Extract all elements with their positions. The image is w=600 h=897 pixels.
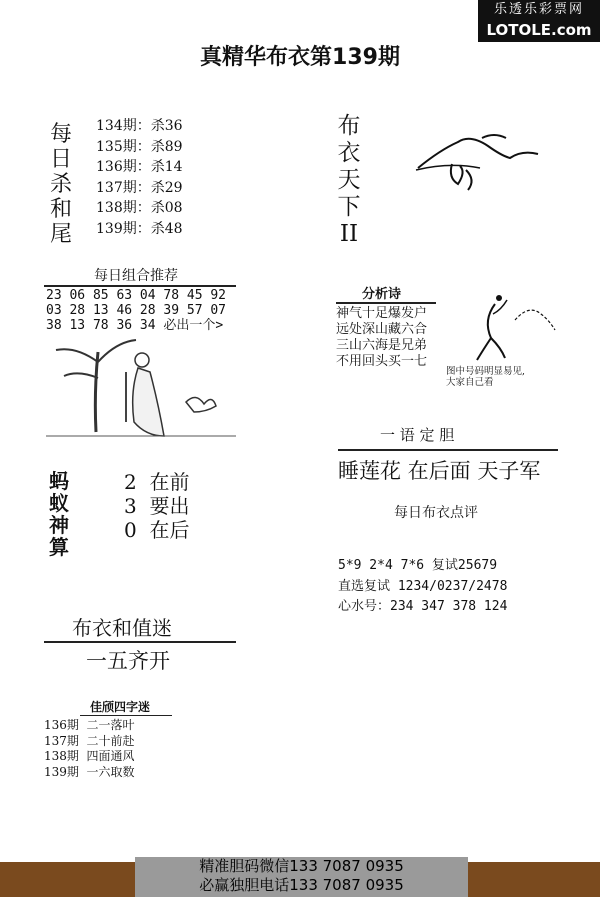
daily-kill-heading-char: 尾: [49, 222, 72, 247]
combo-row: 03 28 13 46 28 39 57 07: [46, 303, 227, 318]
poem-divider: [336, 302, 436, 304]
hezhi-heading: 布衣和值迷: [72, 616, 172, 640]
mayi-text: 在后: [149, 518, 190, 542]
combo-heading: 每日组合推荐: [94, 268, 178, 284]
mayi-text: 在前: [149, 470, 190, 494]
watermark-line2: LOTOLE.com: [486, 21, 592, 39]
buyi-heading-char: II: [339, 221, 359, 247]
mayi-heading-char: 算: [49, 535, 69, 559]
mountain-sketch-image: [410, 128, 545, 196]
daily-kill-list: [96, 116, 183, 239]
mayi-text: 要出: [149, 494, 190, 518]
combo-row: 23 06 85 63 04 78 45 92: [46, 288, 227, 303]
mayi-rows: [124, 470, 189, 542]
poem-line: 不用回头买一七: [336, 354, 428, 369]
mayi-num: 0: [124, 518, 137, 542]
poem-note: [446, 366, 525, 388]
dianping-heading: 每日布衣点评: [394, 505, 478, 521]
daily-kill-row: 135期：杀89: [96, 138, 183, 155]
dianping-line: 心水号：234 347 378 124: [338, 599, 508, 614]
buyi-heading-char: 天: [337, 167, 361, 193]
yiyu-divider: [338, 449, 558, 451]
figure-sketch-image: [455, 290, 560, 362]
yiyu-text: 睡莲花 在后面 天子军: [338, 459, 541, 483]
daily-kill-row: 136期：杀14: [96, 159, 183, 175]
sizi-row: 139期 一六取数: [44, 764, 135, 779]
page-title: 真精华布衣第139期: [200, 45, 400, 70]
poem-line: 三山六海是兄弟: [336, 338, 428, 353]
daily-kill-heading-char: 和: [49, 197, 72, 222]
dianping-line: 5*9 2*4 7*6 复试25679: [338, 558, 498, 573]
combo-row: 38 13 78 36 34 必出一个>: [46, 318, 224, 333]
dianping-line: 直选复试 1234/0237/2478: [338, 578, 508, 594]
hezhi-divider: [44, 641, 236, 643]
daily-kill-heading-char: 日: [49, 147, 72, 172]
buyi-heading-char: 下: [337, 194, 361, 220]
mayi-row: [124, 470, 189, 494]
combo-numbers: [46, 288, 226, 333]
watermark: [478, 0, 600, 42]
poem-note-line: 图中号码明显易见,: [446, 366, 526, 377]
mayi-num: 2: [124, 470, 137, 494]
daily-kill-row: 138期：杀08: [96, 200, 183, 216]
mayi-heading: [46, 470, 72, 558]
combo-divider: [44, 285, 236, 287]
hezhi-answer: 一五齐开: [86, 649, 170, 673]
daily-kill-heading: [48, 122, 74, 247]
daily-kill-row: 137期：杀29: [96, 179, 183, 196]
mayi-heading-char: 蚂: [49, 469, 69, 493]
buyi-heading: [336, 113, 362, 248]
footer-contact-box: [135, 857, 468, 897]
poem-line: 神气十足爆发户: [336, 306, 428, 321]
daily-kill-row: 134期：杀36: [96, 118, 183, 134]
footer-line1: 精准胆码微信133 7087 0935: [199, 857, 404, 875]
poem-note-line: 大家自己看: [446, 377, 494, 388]
daily-kill-heading-char: 杀: [49, 172, 72, 197]
mayi-heading-char: 蚁: [49, 491, 69, 515]
buyi-heading-char: 衣: [337, 140, 361, 166]
poem-line: 远处深山藏六合: [336, 322, 428, 337]
sizi-rows: [44, 718, 135, 780]
mayi-row: [124, 494, 189, 518]
daily-kill-heading-char: 每: [49, 122, 72, 147]
mayi-heading-char: 神: [49, 513, 69, 537]
footer-line2: 必赢独胆电话133 7087 0935: [199, 876, 404, 894]
sizi-divider: [80, 715, 172, 716]
watermark-line1: 乐透乐彩票网: [493, 2, 584, 17]
sizi-heading: 佳颀四字迷: [90, 700, 151, 714]
poem-lines: [336, 306, 427, 370]
sizi-row: 136期 二一落叶: [44, 718, 135, 732]
mayi-num: 3: [124, 494, 137, 518]
dianping-lines: [338, 556, 507, 618]
sizi-row: 137期 二十前赴: [44, 733, 135, 748]
sizi-row: 138期 四面通风: [44, 749, 135, 763]
poem-heading: 分析诗: [362, 287, 402, 302]
mayi-row: [124, 518, 189, 542]
scholar-illustration-image: [46, 332, 236, 440]
daily-kill-row: 139期：杀48: [96, 220, 183, 237]
buyi-heading-char: 布: [337, 113, 361, 139]
yiyu-heading: 一 语 定 胆: [380, 426, 455, 444]
